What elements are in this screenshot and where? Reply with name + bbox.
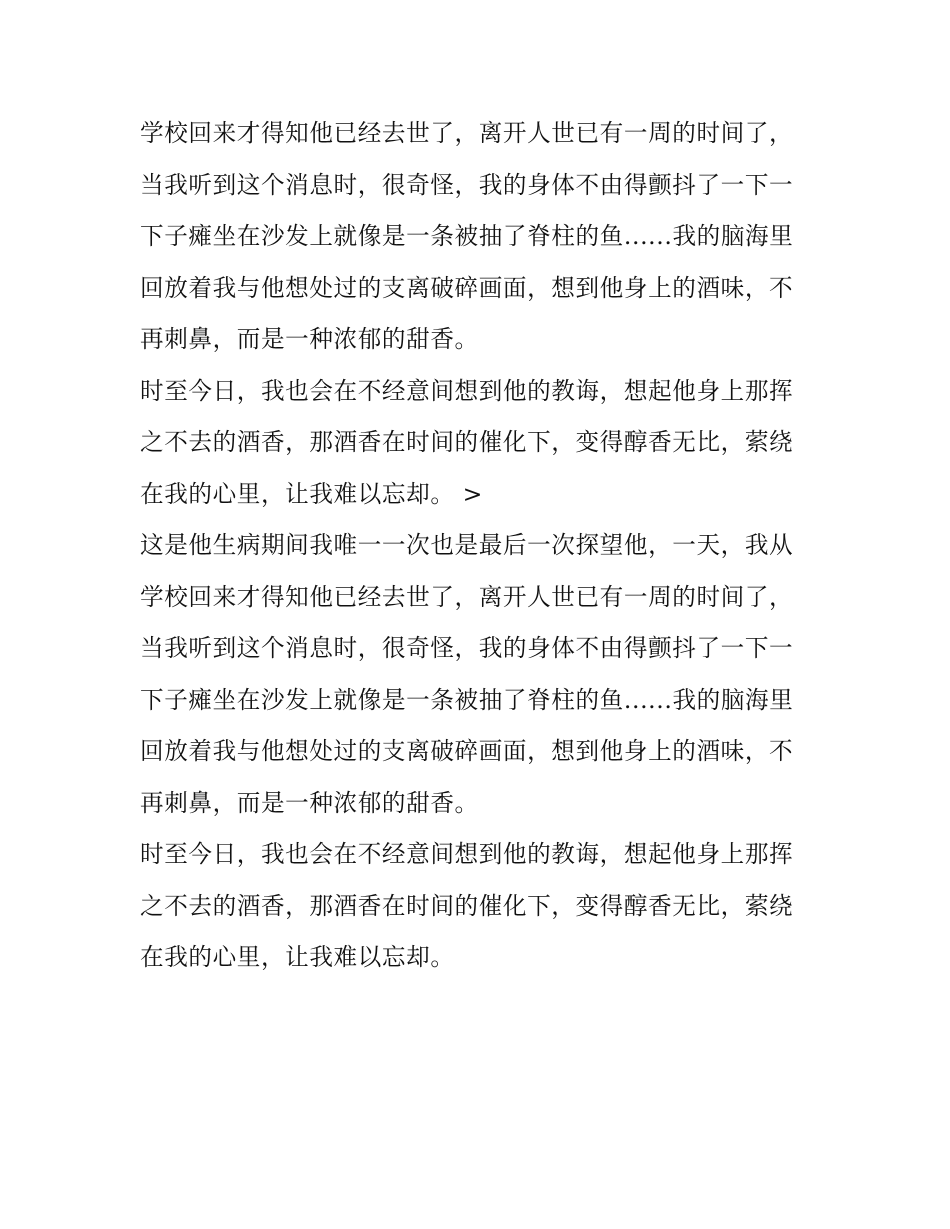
text-line: 在我的心里，让我难以忘却。 — [140, 943, 455, 971]
text-line: 学校回来才得知他已经去世了，离开人世已有一周的时间了， — [140, 582, 794, 611]
text-line: 时至今日，我也会在不经意间想到他的教诲，想起他身上那挥 — [140, 840, 794, 868]
text-line: 学校回来才得知他已经去世了，离开人世已有一周的时间了， — [140, 119, 794, 147]
text-line: 再刺鼻，而是一种浓郁的甜香。 — [140, 788, 479, 817]
text-line: 回放着我与他想处过的支离破碎画面，想到他身上的酒味，不 — [140, 273, 794, 302]
text-line: 回放着我与他想处过的支离破碎画面，想到他身上的酒味，不 — [140, 737, 794, 765]
text-line: 时至今日，我也会在不经意间想到他的教诲，想起他身上那挥 — [140, 376, 794, 405]
document-body — [140, 108, 820, 984]
text-line: 在我的心里，让我难以忘却。 > — [140, 479, 483, 508]
text-line: 再刺鼻，而是一种浓郁的甜香。 — [140, 325, 479, 353]
text-line: 当我听到这个消息时，很奇怪，我的身体不由得颤抖了一下一 — [140, 634, 794, 662]
text-line: 之不去的酒香，那酒香在时间的催化下，变得醇香无比，萦绕 — [140, 428, 794, 456]
text-line: 这是他生病期间我唯一一次也是最后一次探望他，一天，我从 — [140, 531, 794, 559]
text-line: 下子瘫坐在沙发上就像是一条被抽了脊柱的鱼......我的脑海里 — [140, 685, 794, 714]
text-line: 下子瘫坐在沙发上就像是一条被抽了脊柱的鱼......我的脑海里 — [140, 222, 794, 250]
text-line: 之不去的酒香，那酒香在时间的催化下，变得醇香无比，萦绕 — [140, 891, 794, 920]
text-line: 当我听到这个消息时，很奇怪，我的身体不由得颤抖了一下一 — [140, 170, 794, 199]
